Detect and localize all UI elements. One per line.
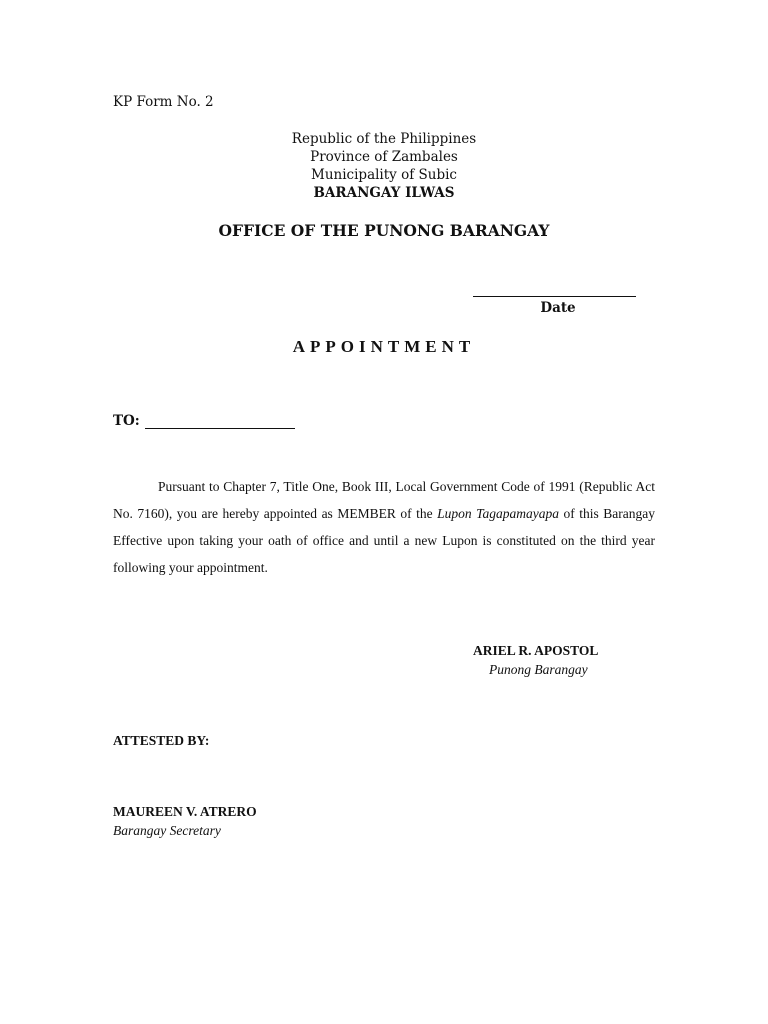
header-municipality: Municipality of Subic bbox=[311, 167, 457, 183]
date-blank-line bbox=[473, 296, 636, 297]
header-province: Province of Zambales bbox=[310, 149, 458, 165]
attested-label: ATTESTED BY: bbox=[113, 733, 210, 748]
to-label: TO: bbox=[113, 413, 140, 429]
body-text-part1: Pursuant to Chapter 7, Title One, Book III, Local Government Code of 1991 (Republic Act No. 7160), you are hereby appointed as MEMBER of the bbox=[113, 479, 655, 521]
form-number: KP Form No. 2 bbox=[113, 94, 214, 110]
office-title: OFFICE OF THE PUNONG BARANGAY bbox=[218, 221, 550, 240]
to-blank-line bbox=[145, 428, 295, 429]
signatory-name: ARIEL R. APOSTOL bbox=[473, 643, 599, 658]
signatory-title: Punong Barangay bbox=[489, 662, 588, 677]
header-barangay: BARANGAY ILWAS bbox=[313, 185, 455, 201]
secretary-title: Barangay Secretary bbox=[113, 823, 221, 838]
header-republic: Republic of the Philippines bbox=[291, 131, 477, 147]
appointment-body bbox=[113, 473, 655, 581]
document-header bbox=[0, 130, 768, 202]
date-label: Date bbox=[540, 300, 576, 316]
body-text-italic: Lupon Tagapamayapa bbox=[437, 506, 559, 521]
body-text-part2: of this Barangay Effective upon taking your oath of office and until a new Lupon is constituted on the third year following your appointment. bbox=[113, 506, 655, 575]
document-title: APPOINTMENT bbox=[292, 337, 476, 356]
secretary-name: MAUREEN V. ATRERO bbox=[113, 804, 257, 819]
